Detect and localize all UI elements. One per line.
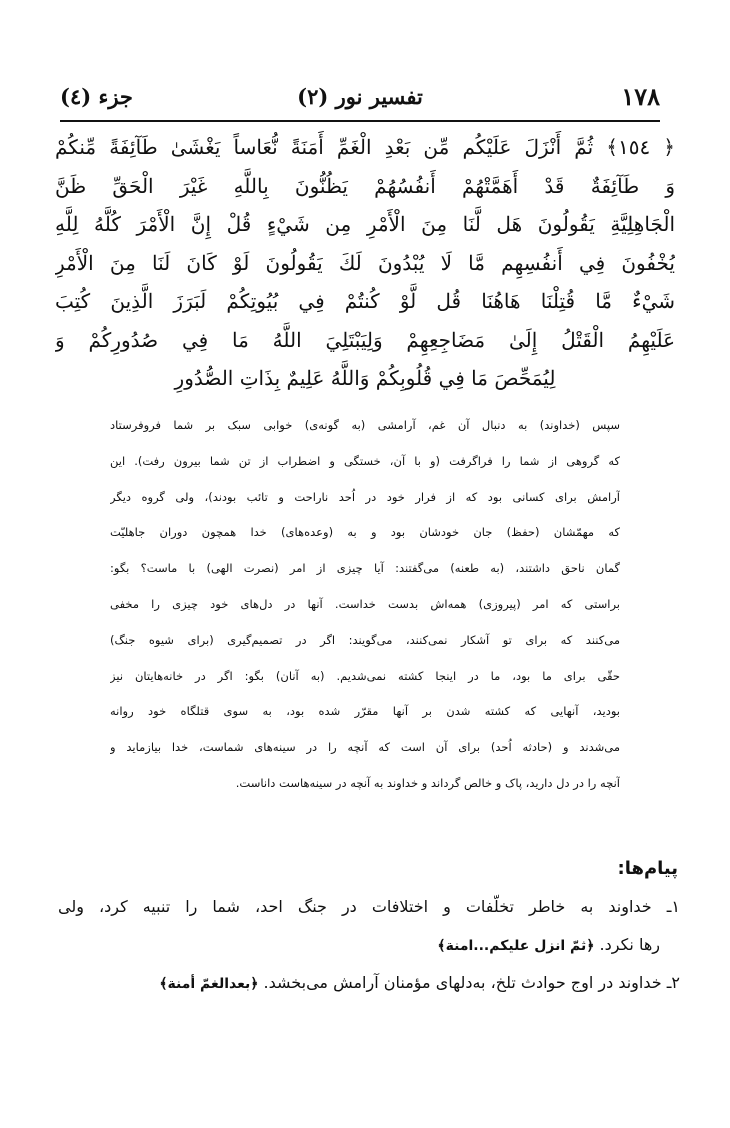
verse-line: وَ طَآئِفَةٌ قَدْ أَهَمَّتْهُمْ أَنفُسُهُمْ يَظُنُّونَ بِاللَّهِ غَيْرَ الْحَقِّ ظَنَّ — [55, 173, 675, 198]
messages-heading: پیام‌ها: — [617, 858, 678, 879]
message-item-1: ۱ـ خداوند به خاطر تخلّفات و اختلافات در جنگ احد، شما را تنبیه کرد، ولی — [58, 897, 680, 916]
verse-reference: ﴿بعدالغمّ أمنة﴾ — [159, 976, 259, 992]
translation-line: که مهمّشان (حفظ) جان خودشان بود و به (وعده‌های) خدا همچون دوران جاهلیّت — [110, 525, 620, 540]
translation-line: که گروهی از شما را فراگرفت (و با آن، خستگی و اضطراب از تن شما بیرون رفت). این — [110, 453, 620, 468]
verse-line: عَلَيْهِمُ الْقَتْلُ إِلَىٰ مَضَاجِعِهِمْ وَلِيَبْتَلِيَ اللَّهُ مَا فِي صُدُورِكُمْ وَ — [55, 327, 675, 352]
juz-label: جزء (٤) — [60, 84, 133, 109]
messages-section — [58, 850, 680, 1002]
translation-line: می‌کنند که برای تو آشکار نمی‌کنند، می‌گویند: اگر در تصمیم‌گیری (برای شیوه جنگ) — [110, 632, 620, 647]
verse-line: شَيْءٌ مَّا قُتِلْنَا هَاهُنَا قُل لَّوْ كُنتُمْ فِي بُيُوتِكُمْ لَبَرَزَ الَّذِينَ كُتِبَ — [55, 289, 675, 313]
book-title: تفسیر نور (۲) — [297, 84, 423, 109]
translation-line: گمان ناحق داشتند، (به طعنه) می‌گفتند: آیا چیزی از امر (نصرت الهی) با ماست؟ بگو: — [110, 561, 620, 576]
page-header — [60, 82, 660, 118]
page-number: ۱۷۸ — [621, 82, 660, 111]
verse-line: لِيُمَحِّصَ مَا فِي قُلُوبِكُمْ وَاللَّهُ عَلِيمٌ بِذَاتِ الصُّدُورِ — [174, 366, 556, 390]
translation-line: حقّی برای ما بود، ما در اینجا کشته نمی‌شدیم. (به آنان) بگو: اگر در خانه‌هایتان نیز — [110, 668, 620, 683]
header-rule — [60, 120, 660, 122]
message-item-1-continued — [58, 926, 680, 964]
message-text: رها نکرد. — [599, 935, 660, 954]
translation-line: سپس (خداوند) به دنبال آن غم، آرامشی (به گونه‌ی) خوابی سبک بر شما فروفرستاد — [110, 418, 620, 432]
verse-line: ﴿ ١٥٤﴾ ثُمَّ أَنْزَلَ عَلَيْكُم مِّن بَعْدِ الْغَمِّ أَمَنَةً نُّعَاساً يَغْشَىٰ طَآئِفَةً مِّنكُمْ — [55, 135, 675, 159]
verse-reference: ﴿ثمّ انزل علیکم...امنة﴾ — [437, 938, 595, 954]
verse-line: يُخْفُونَ فِي أَنفُسِهِم مَّا لَا يُبْدُونَ لَكَ يَقُولُونَ لَوْ كَانَ لَنَا مِنَ الْأَمْرِ — [55, 250, 675, 275]
translation-line: آرامش برای کسانی بود که از فرار خود در اُحد ناراحت و تائب بودند)، ولی گروه دیگر — [110, 489, 620, 504]
verse-line: الْجَاهِلِيَّةِ يَقُولُونَ هَل لَّنَا مِنَ الْأَمْرِ مِن شَيْءٍ قُلْ إِنَّ الْأَمْرَ كُلَّهُ لِلَّهِ — [55, 212, 675, 236]
message-item-2 — [58, 964, 680, 1002]
quran-verse — [55, 128, 675, 398]
translation-line: می‌شدند و (حادثه اُحد) برای آن است که آنچه را در سینه‌های شماست، خدا بیازماید و — [110, 740, 620, 755]
translation-line: آنچه را در دل دارید، پاک و خالص گرداند و خداوند به آنچه در سینه‌هاست داناست. — [235, 775, 620, 790]
translation-line: بودید، آنهایی که کشته شدن بر آنها مقرّر شده بود، به سوی قتلگاه خود روانه — [110, 704, 620, 719]
persian-translation — [110, 408, 620, 802]
message-text: ۲ـ خداوند در اوج حوادث تلخ، به‌دلهای مؤمنان آرامش می‌بخشد. — [263, 973, 680, 992]
translation-line: براستی که امر (پیروزی) همه‌اش بدست خداست. آنها در دل‌های خود چیزی را مخفی — [110, 596, 620, 611]
